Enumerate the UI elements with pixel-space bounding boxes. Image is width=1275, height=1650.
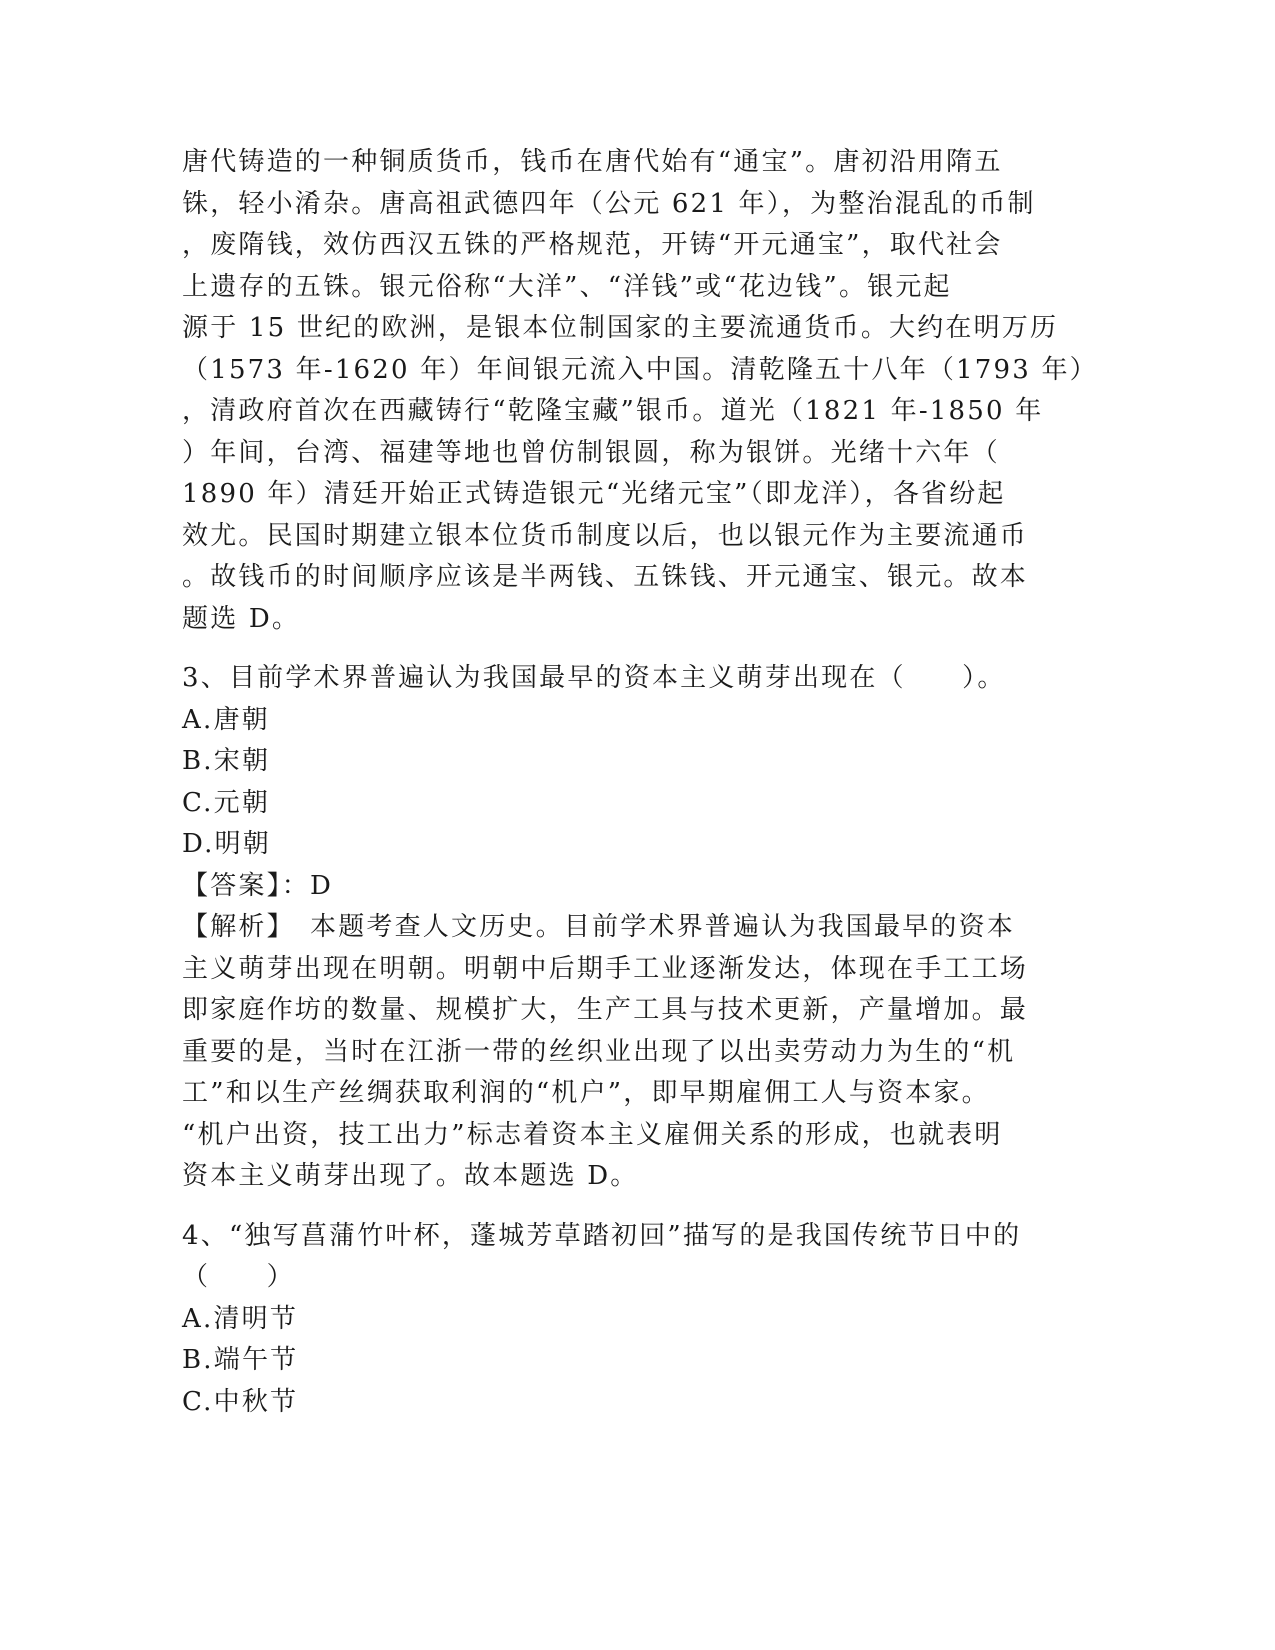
answer-line: 【答案】：D bbox=[182, 870, 334, 901]
question-stem: （ ） bbox=[182, 1262, 295, 1292]
explanation-line: 即家庭作坊的数量、规模扩大，生产工具与技术更新，产量增加。最 bbox=[182, 995, 1029, 1025]
explanation-line: 工”和以生产丝绸获取利润的“机户”，即早期雇佣工人与资本家。 bbox=[182, 1078, 990, 1108]
text-line: 题选 D。 bbox=[182, 603, 301, 634]
question-3 bbox=[182, 658, 1062, 1198]
option-b: B.宋朝 bbox=[182, 746, 271, 776]
text-line: 铢，轻小淆杂。唐高祖武德四年（公元 621 年），为整治混乱的币制 bbox=[182, 188, 1036, 219]
text-line: 唐代铸造的一种铜质货币，钱币在唐代始有“通宝”。唐初沿用隋五 bbox=[182, 147, 1003, 177]
text-line: 源于 15 世纪的欧洲，是银本位制国家的主要流通货币。大约在明万历 bbox=[182, 313, 1059, 343]
document-page bbox=[182, 142, 1098, 1423]
text-line: （1573 年-1620 年）年间银元流入中国。清乾隆五十八年（1793 年） bbox=[182, 354, 1098, 385]
text-line: ，清政府首次在西藏铸行“乾隆宝藏”银币。道光（1821 年-1850 年 bbox=[182, 396, 1044, 426]
text-line: 1890 年）清廷开始正式铸造银元“光绪元宝”（即龙洋），各省纷起 bbox=[182, 479, 1006, 509]
option-c: C.元朝 bbox=[182, 787, 271, 818]
option-c: C.中秋节 bbox=[182, 1386, 299, 1417]
question-stem: 4、“独写菖蒲竹叶杯，蓬城芳草踏初回”描写的是我国传统节日中的 bbox=[182, 1220, 1022, 1251]
explanation-line: 重要的是，当时在江浙一带的丝织业出现了以出卖劳动力为生的“机 bbox=[182, 1036, 1016, 1067]
explanation-line: 主义萌芽出现在明朝。明朝中后期手工业逐渐发达，体现在手工工场 bbox=[182, 953, 1029, 984]
option-b: B.端午节 bbox=[182, 1345, 299, 1375]
text-line: ）年间，台湾、福建等地也曾仿制银圆，称为银饼。光绪十六年（ bbox=[182, 437, 1000, 468]
text-line: ，废隋钱，效仿西汉五铢的严格规范，开铸“开元通宝”，取代社会 bbox=[182, 230, 1003, 260]
question-stem: 3、目前学术界普遍认为我国最早的资本主义萌芽出现在（ ）。 bbox=[182, 663, 1006, 693]
text-line: 。故钱币的时间顺序应该是半两钱、五铢钱、开元通宝、银元。故本 bbox=[182, 562, 1029, 592]
explanation-line: 资本主义萌芽出现了。故本题选 D。 bbox=[182, 1161, 639, 1191]
explanation-q2-continued bbox=[182, 142, 1098, 640]
question-4 bbox=[182, 1216, 1062, 1424]
option-a: A.唐朝 bbox=[182, 704, 270, 735]
option-a: A.清明节 bbox=[182, 1303, 299, 1334]
text-line: 上遗存的五铢。银元俗称“大洋”、“洋钱”或“花边钱”。银元起 bbox=[182, 271, 952, 302]
explanation-line: “机户出资，技工出力”标志着资本主义雇佣关系的形成，也就表明 bbox=[182, 1119, 1003, 1150]
option-d: D.明朝 bbox=[182, 829, 271, 859]
text-line: 效尤。民国时期建立银本位货币制度以后，也以银元作为主要流通币 bbox=[182, 520, 1029, 551]
explanation-line: 【解析】 本题考查人文历史。目前学术界普遍认为我国最早的资本 bbox=[182, 912, 1016, 942]
